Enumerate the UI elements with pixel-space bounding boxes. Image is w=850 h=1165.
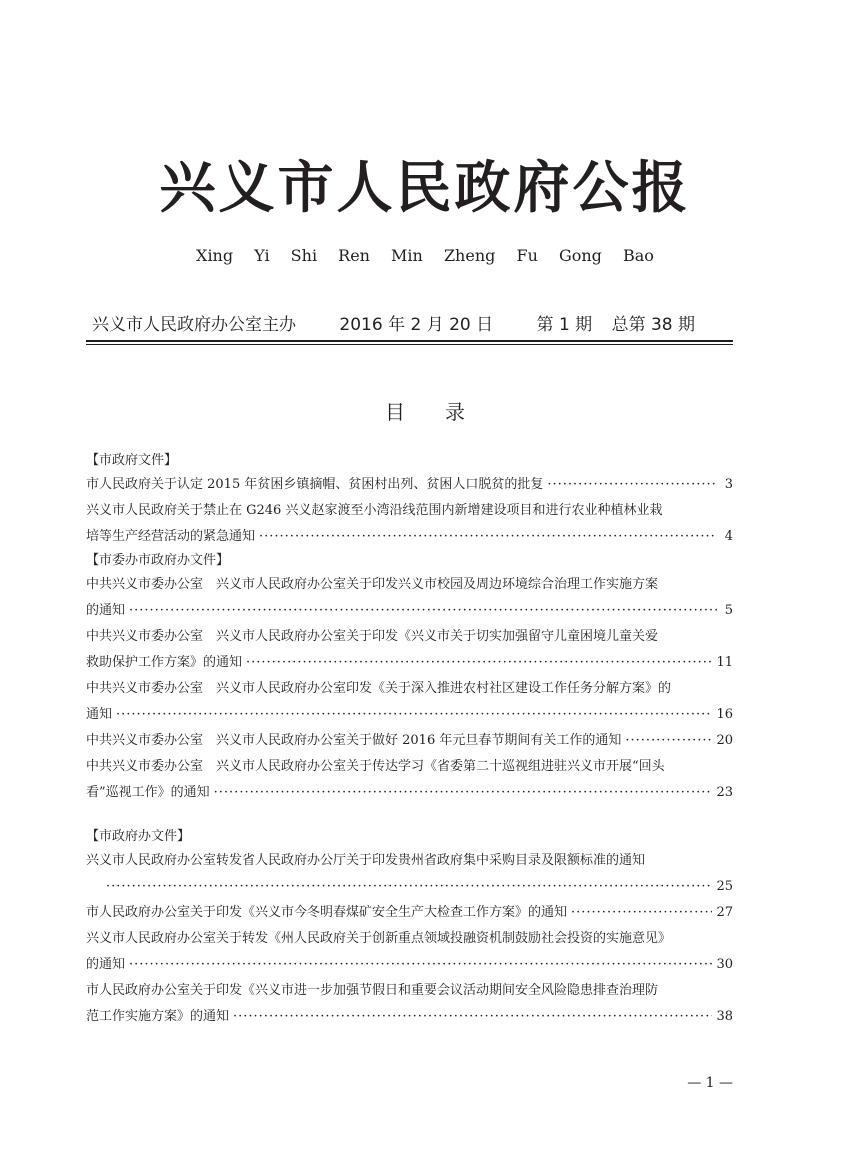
dot-leader: [214, 780, 713, 806]
dot-leader: [233, 1004, 712, 1030]
toc-entry-text: 市人民政府办公室关于印发《兴义市进一步加强节假日和重要会议活动期间安全风险隐患排查治理防: [86, 983, 659, 998]
dot-leader: [571, 900, 712, 926]
masthead-rule-thick: [86, 340, 733, 342]
dot-leader: [106, 874, 712, 900]
toc-page-number: 25: [716, 879, 733, 894]
dot-leader: [246, 650, 712, 676]
dot-leader: [129, 598, 717, 624]
toc-entry-text: 市人民政府办公室关于印发《兴义市今冬明春煤矿安全生产大检查工作方案》的通知: [86, 905, 568, 920]
issue-number: 第 1 期: [536, 315, 593, 335]
toc-section-heading: 【市政府文件】: [86, 453, 178, 468]
toc-entry-text: 中共兴义市委办公室 兴义市人民政府办公室关于印发《兴义市关于切实加强留守儿童困境儿童关爱: [86, 629, 659, 644]
toc-entry-text: 中共兴义市委办公室 兴义市人民政府办公室印发《关于深入推进农村社区建设工作任务分解方案》的: [86, 681, 672, 696]
toc-entry-line: [86, 900, 733, 926]
toc-entry[interactable]: [86, 728, 733, 754]
toc-entry-line: [86, 650, 733, 676]
toc-entry[interactable]: [86, 676, 733, 728]
toc-entry[interactable]: [86, 900, 733, 926]
toc-entry-text: 的通知: [86, 603, 126, 618]
toc-page-number: 4: [724, 529, 733, 544]
toc-section-heading: 【市政府办文件】: [86, 829, 191, 844]
toc-entry-text: 范工作实施方案》的通知: [86, 1009, 230, 1024]
table-of-contents: [86, 450, 733, 1030]
toc-entry-text: 的通知: [86, 957, 126, 972]
toc-page-number: 5: [724, 603, 733, 618]
toc-entry-text: 中共兴义市委办公室 兴义市人民政府办公室关于做好 2016 年元旦春节期间有关工作的通知: [86, 733, 622, 748]
toc-page-number: 20: [716, 733, 733, 748]
dot-leader: [547, 472, 717, 498]
toc-entry[interactable]: [86, 498, 733, 550]
toc-entry[interactable]: [86, 624, 733, 676]
toc-entry[interactable]: [86, 572, 733, 624]
toc-entry-text: 中共兴义市委办公室 兴义市人民政府办公室关于印发兴义市校园及周边环境综合治理工作实施方案: [86, 577, 659, 592]
toc-entry-text: 救助保护工作方案》的通知: [86, 655, 243, 670]
toc-page-number: 27: [716, 905, 733, 920]
toc-page-number: 30: [716, 957, 733, 972]
toc-entry[interactable]: [86, 472, 733, 498]
toc-entry-line: [86, 1004, 733, 1030]
masthead: [92, 312, 732, 338]
dot-leader: [116, 702, 712, 728]
toc-entry-line: [86, 524, 733, 550]
gazette-title: 兴义市人民政府公报: [159, 155, 691, 221]
section-gap: [86, 806, 733, 826]
dot-leader: [259, 524, 717, 550]
toc-page-number: 38: [716, 1009, 733, 1024]
dot-leader: [625, 728, 712, 754]
toc-entry-line: [86, 702, 733, 728]
toc-page-number: 11: [716, 655, 733, 670]
toc-entry-text: 兴义市人民政府关于禁止在 G246 兴义赵家渡至小湾沿线范围内新增建设项目和进行农业种植林业栽: [86, 503, 663, 518]
page-number: — 1 —: [687, 1075, 733, 1091]
toc-entry-line: [86, 952, 733, 978]
toc-entry-text: 通知: [86, 707, 113, 722]
toc-entry-text: 中共兴义市委办公室 兴义市人民政府办公室关于传达学习《省委第二十巡视组进驻兴义市开展“回头: [86, 759, 665, 774]
toc-entry-text: 培等生产经营活动的紧急通知: [86, 529, 256, 544]
toc-entry[interactable]: [86, 926, 733, 978]
toc-entry-line: [86, 874, 733, 900]
toc-title: 目录: [385, 400, 505, 424]
toc-entry-text: 兴义市人民政府办公室关于转发《州人民政府关于创新重点领域投融资机制鼓励社会投资的实施意见》: [86, 931, 672, 946]
toc-entry-line: [86, 472, 733, 498]
toc-entry-text: 看”巡视工作》的通知: [86, 785, 210, 800]
masthead-rule-thin: [86, 344, 733, 345]
toc-entry-text: 市人民政府关于认定 2015 年贫困乡镇摘帽、贫困村出列、贫困人口脱贫的批复: [86, 477, 544, 492]
toc-page-number: 23: [716, 785, 733, 800]
issue-date: 2016 年 2 月 20 日: [339, 315, 494, 335]
toc-entry[interactable]: [86, 978, 733, 1030]
toc-entry[interactable]: [86, 754, 733, 806]
gazette-pinyin: Xing Yi Shi Ren Min Zheng Fu Gong Bao: [196, 246, 654, 265]
toc-page-number: 16: [716, 707, 733, 722]
total-issue-number: 总第 38 期: [611, 315, 696, 335]
dot-leader: [129, 952, 712, 978]
toc-entry-line: [86, 598, 733, 624]
toc-entry-line: [86, 780, 733, 806]
toc-entry-line: [86, 728, 733, 754]
toc-page-number: 3: [724, 477, 733, 492]
toc-entry[interactable]: [86, 848, 733, 900]
sponsor: 兴义市人民政府办公室主办: [92, 315, 296, 335]
toc-section-heading: 【市委办市政府办文件】: [86, 553, 230, 568]
toc-entry-text: 兴义市人民政府办公室转发省人民政府办公厅关于印发贵州省政府集中采购目录及限额标准的通知: [86, 853, 646, 868]
